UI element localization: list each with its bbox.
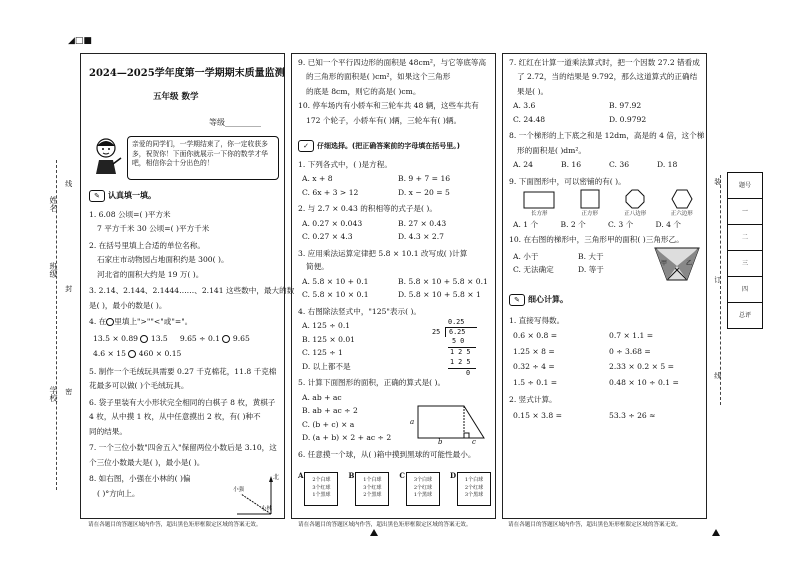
calc-item: 0 ÷ 3.68 = — [609, 346, 651, 356]
jia-label: 甲 — [661, 260, 668, 267]
division-divisor: 25 — [432, 328, 441, 336]
q2-line-a: 2. 在括号里填上合适的单位名称。 — [89, 240, 205, 250]
division-quotient: 0.25 — [448, 318, 465, 326]
s9-option-a[interactable]: A. 1 个 — [513, 220, 539, 229]
s7-option-d[interactable]: D. 0.9792 — [609, 114, 647, 124]
yi-label: 乙 — [686, 260, 693, 267]
column-2 — [291, 53, 496, 519]
s1-stem: 1. 下列各式中，( )是方程。 — [298, 160, 392, 169]
q5-line-a: 5. 制作一个毛绒玩具需要 0.27 千克棉花，11.8 千克棉 — [89, 366, 277, 376]
c1-stem: 1. 直接写得数。 — [509, 316, 565, 325]
s10-option-c[interactable]: C. 无法确定 — [513, 265, 554, 275]
q1-line-b: 7 平方千米 30 公顷=( )平方千米 — [97, 224, 210, 234]
pencil-icon: ✎ — [89, 190, 105, 202]
division-step-3: 1 2 5 — [450, 358, 471, 366]
long-division-figure — [432, 318, 480, 382]
score-total[interactable]: 总评 — [728, 303, 763, 329]
q7-line-a: 7. 一个三位小数"四舍五入"保留两位小数后是 3.10，这 — [89, 443, 277, 453]
footer-note-3: 请在各题目的答题区域内作答，超出黑色矩形框限定区域的答案无效。 — [508, 522, 682, 528]
division-remainder: 0 — [466, 369, 471, 377]
division-step-1: 5 0 — [452, 337, 465, 345]
division-rule-2 — [448, 368, 476, 369]
s5-option-a[interactable]: A. ab + ac — [302, 392, 342, 402]
binding-line — [56, 160, 57, 490]
c2-stem: 2. 竖式计算。 — [509, 395, 557, 405]
section-1-body — [89, 210, 295, 498]
q4-line: 4. 在 里填上">""<"或"="。 — [89, 317, 193, 327]
q6-line-a: 6. 袋子里装有大小形状完全相同的白棋子 8 枚，黄棋子 — [89, 397, 276, 407]
tessellation-shapes — [511, 184, 705, 218]
calc-item: 0.7 × 1.1 = — [609, 331, 654, 341]
s9-stem: 9. 下面图形中，可以密铺的有( )。 — [509, 176, 626, 186]
s2-option-a[interactable]: A. 0.27 × 0.043 — [302, 218, 363, 228]
q6-line-c: 同的结果。 — [89, 426, 127, 436]
ball-box-d[interactable]: D 1个白球 2个红球 3个黑球 — [450, 472, 491, 516]
q3-line-b: 是( )，最小的数是( )。 — [89, 300, 167, 310]
box-contents: 1个白球 2个红球 3个黑球 — [457, 472, 491, 506]
s10-option-a[interactable]: A. 小于 — [513, 252, 539, 261]
box-contents: 2个白球 3个红球 1个黑球 — [304, 472, 338, 506]
section-1-title: ✎ 认真填一填。 — [89, 190, 156, 202]
right-mark-3: 线 — [713, 372, 722, 379]
s8-stem-b: 形的面积是( )dm²。 — [517, 145, 587, 155]
s7-stem-b: 了 2.72，当的结果是 9.792，那么这道算式的正确结 — [517, 72, 698, 82]
s2-option-d[interactable]: D. 4.3 × 2.7 — [398, 232, 444, 242]
col2-top — [298, 58, 494, 125]
section-2-title: ✓ 仔细选择。(把正确答案前的字母填在括号里。) — [298, 140, 460, 152]
footer-note-1: 请在各题目的答题区域内作答，超出黑色矩形框限定区域的答案无效。 — [88, 522, 262, 528]
shape-octagon: 正八边形 — [624, 189, 646, 218]
xiaoqiang-label: 小强 — [233, 487, 245, 493]
page-title: 2024—2025学年度第一学期期末质量监测 — [89, 68, 285, 79]
s1-option-b[interactable]: B. 9 + 7 = 16 — [398, 174, 451, 184]
right-mark-2: 订 — [713, 276, 722, 283]
trapezoid-figure — [653, 246, 701, 282]
xiaolin-label: 小林 — [261, 506, 273, 512]
q6-line-b: 4 枚，从中摸 1 枚，从中任意摸出 2 枚，有( )种不 — [89, 412, 261, 422]
q9-line-a: 9. 已知一个平行四边形的面积是 48cm²，与它等底等高 — [298, 58, 487, 67]
q10-line-b: 172 个轮子，小轿车有( )辆，三轮车有( )辆。 — [306, 115, 462, 125]
score-cell-2[interactable]: 二 — [728, 225, 763, 251]
score-cell-1[interactable]: 一 — [728, 199, 763, 225]
s2-option-b[interactable]: B. 27 × 0.43 — [398, 218, 447, 228]
s4-option-a[interactable]: A. 125 ÷ 0.1 — [302, 321, 351, 331]
s9-option-c[interactable]: C. 3 个 — [608, 220, 634, 229]
s3-option-c[interactable]: C. 5.8 × 10 × 0.1 — [302, 290, 369, 300]
subtitle: 五年级 数学 — [153, 92, 199, 102]
s10-option-d[interactable]: D. 等于 — [578, 265, 604, 275]
q10-line-a: 10. 停车场内有小轿车和三轮车共 48 辆，这些车共有 — [298, 101, 479, 111]
s7-option-c[interactable]: C. 24.48 — [513, 114, 546, 124]
ball-box-c[interactable]: C 3个白球 2个红球 1个黑球 — [399, 472, 440, 516]
s8-option-d[interactable]: D. 18 — [657, 160, 678, 170]
q8-line-a: 8. 如右图，小强在小林的( )偏 — [89, 474, 191, 484]
score-table — [727, 172, 763, 329]
compare-circle[interactable] — [222, 335, 230, 343]
q7-line-b: 个三位小数最大是( )，最小是( )。 — [89, 457, 205, 467]
cut-mark-3: 密 — [64, 388, 73, 395]
s1-option-d[interactable]: D. x − 20 = 5 — [398, 187, 450, 197]
q3-line-a: 3. 2.14̇、2.144、2.1444……、2.141 这些数中，最大的数 — [89, 286, 295, 296]
q2-line-b: 石家庄市动物园占地面积约是 300( )。 — [97, 255, 229, 265]
q4-row-1: 13.5 × 0.89 13.5 9.65 ÷ 0.1 9.65 — [93, 333, 250, 343]
shape-hexagon: 正六边形 — [671, 189, 693, 218]
calculator-icon: ✎ — [509, 294, 525, 306]
section-3-title: ✎ 细心计算。 — [509, 294, 568, 306]
s10-options — [513, 252, 643, 275]
q4-row-2: 4.6 × 15 460 × 0.15 — [93, 349, 182, 359]
page-marker-1 — [370, 529, 378, 536]
s7-stem-a: 7. 红红在计算一道乘法算式时，把一个因数 27.2 错看成 — [509, 58, 700, 67]
s1-option-a[interactable]: A. x + 8 — [302, 174, 333, 184]
cut-mark-2: 封 — [64, 285, 73, 292]
s7-option-a[interactable]: A. 3.6 — [513, 101, 536, 111]
s4-option-b[interactable]: B. 125 × 0.01 — [302, 334, 356, 344]
right-mark-1: 装 — [713, 178, 722, 185]
footer-note-2: 请在各题目的答题区域内作答，超出黑色矩形框限定区域的答案无效。 — [298, 522, 472, 528]
north-label: 北 — [273, 474, 280, 481]
q9-line-b: 的三角形的面积是( )cm²，如果这个三角形 — [306, 72, 451, 82]
s5-option-b[interactable]: B. ab + ac ÷ 2 — [302, 406, 358, 416]
check-icon: ✓ — [298, 140, 314, 152]
s3-option-d[interactable]: D. 5.8 × 10 + 5.8 × 1 — [398, 290, 481, 300]
calc-item: 0.15 × 3.8 = — [513, 410, 562, 420]
s9-options — [513, 220, 703, 229]
q8-line-b: ( )°方向上。 — [97, 488, 140, 498]
calc-item: 1.25 × 8 = — [513, 346, 555, 356]
s3-stem-b: 简便。 — [306, 262, 329, 272]
label-b: b — [438, 438, 443, 446]
division-step-2: 1 2 5 — [450, 348, 471, 356]
s9-option-d[interactable]: D. 4 个 — [655, 220, 681, 229]
s6-stem: 6. 任意摸一个球，从( )箱中摸到黑球的可能性最小。 — [298, 449, 476, 459]
greeting-box: 亲爱的同学们，一学期结束了，你一定收获多多，祝贺你！下面你就展示一下你的数学才华吧，相信你会十分出色的！ — [127, 136, 279, 180]
s4-option-c[interactable]: C. 125 ÷ 1 — [302, 348, 343, 358]
s3-option-b[interactable]: B. 5.8 × 10 + 5.8 × 0.1 — [398, 276, 488, 286]
score-header: 题号 — [728, 173, 763, 199]
calc-item: 0.32 ÷ 4 = — [513, 362, 555, 372]
s8-option-c[interactable]: C. 36 — [609, 160, 630, 170]
shape-square: 正方形 — [580, 189, 600, 218]
calc-item: 0.48 × 10 ÷ 0.1 = — [609, 377, 679, 387]
shape-rectangle: 长方形 — [523, 191, 555, 218]
s9-option-b[interactable]: B. 2 个 — [560, 220, 586, 229]
s8-stem-a: 8. 一个梯形的上下底之和是 12dm，高是的 4 倍，这个梯 — [509, 131, 705, 141]
s3-option-a[interactable]: A. 5.8 × 10 + 0.1 — [302, 276, 369, 286]
box-contents: 1个白球 3个红球 2个黑球 — [355, 472, 389, 506]
s1-option-c[interactable]: C. 6x + 3 > 12 — [302, 187, 359, 197]
score-cell-4[interactable]: 四 — [728, 277, 763, 303]
composite-shape-figure — [410, 400, 492, 446]
q9-line-c: 的底是 8cm，则它的高是( )cm。 — [306, 86, 421, 96]
compare-circle[interactable] — [140, 335, 148, 343]
section-3-body — [509, 316, 705, 420]
column-3 — [502, 53, 707, 519]
calc-item: 2.33 × 0.2 × 5 = — [609, 362, 674, 372]
ball-box-b[interactable]: B 1个白球 3个红球 2个黑球 — [348, 472, 389, 516]
col3-body — [509, 58, 705, 190]
box-contents: 3个白球 2个红球 1个黑球 — [406, 472, 440, 506]
s8-option-a[interactable]: A. 24 — [513, 160, 533, 170]
s5-option-d[interactable]: D. (a + b) × 2 + ac ÷ 2 — [302, 433, 392, 443]
cut-mark-1: 线 — [64, 180, 73, 187]
s3-stem-a: 3. 应用乘法运算定律把 5.8 × 10.1 改写成( )计算 — [298, 248, 468, 258]
calc-item: 53.3 ÷ 26 ≈ — [609, 410, 656, 420]
q1-line-a: 1. 6.08 公顷=( )平方米 — [89, 210, 171, 219]
column-1 — [80, 53, 295, 519]
student-icon — [89, 136, 123, 176]
s5-option-c[interactable]: C. (b + c) × a — [302, 419, 355, 429]
division-dividend: 6.25 — [445, 327, 477, 337]
page-marker-2 — [712, 529, 720, 536]
s10-option-b[interactable]: B. 大于 — [578, 252, 604, 261]
label-a: a — [410, 418, 415, 426]
calc-item: 0.6 × 0.8 = — [513, 331, 558, 341]
s2-option-c[interactable]: C. 0.27 × 4.3 — [302, 232, 353, 242]
direction-figure — [231, 474, 281, 518]
score-cell-3[interactable]: 三 — [728, 251, 763, 277]
school-label: 学校 — [49, 386, 58, 402]
s2-stem: 2. 与 2.7 × 0.43 的积相等的式子是( )。 — [298, 204, 437, 214]
s4-stem: 4. 右图除法竖式中，"125"表示( )。 — [298, 306, 422, 316]
name-label: 姓名 — [49, 196, 58, 212]
s4-option-d[interactable]: D. 以上都不是 — [302, 361, 351, 371]
class-label: 班级 — [49, 262, 58, 278]
s7-option-b[interactable]: B. 97.92 — [609, 101, 642, 111]
corner-mark: ◢□■ — [68, 36, 92, 46]
grade-label: 等级_________ — [209, 118, 261, 127]
compare-circle[interactable] — [128, 350, 136, 358]
s8-option-b[interactable]: B. 16 — [561, 160, 582, 170]
s5-stem: 5. 计算下面图形的面积，正确的算式是( )。 — [298, 378, 446, 388]
label-c: c — [472, 438, 476, 446]
s10-stem: 10. 在右图的梯形中，三角形甲的面积( )三角形乙。 — [509, 235, 684, 244]
s7-stem-c: 果是( )。 — [517, 86, 549, 96]
ball-box-a[interactable]: A 2个白球 3个红球 1个黑球 — [298, 472, 338, 516]
q5-line-b: 花最多可以做( )个毛绒玩具。 — [89, 381, 189, 391]
right-binding-line — [720, 175, 721, 405]
calc-item: 1.5 ÷ 0.1 = — [513, 377, 558, 387]
s8-options — [513, 160, 705, 169]
ball-boxes — [298, 472, 494, 516]
q2-line-c: 河北省的面积大约是 19 万( )。 — [97, 269, 204, 279]
